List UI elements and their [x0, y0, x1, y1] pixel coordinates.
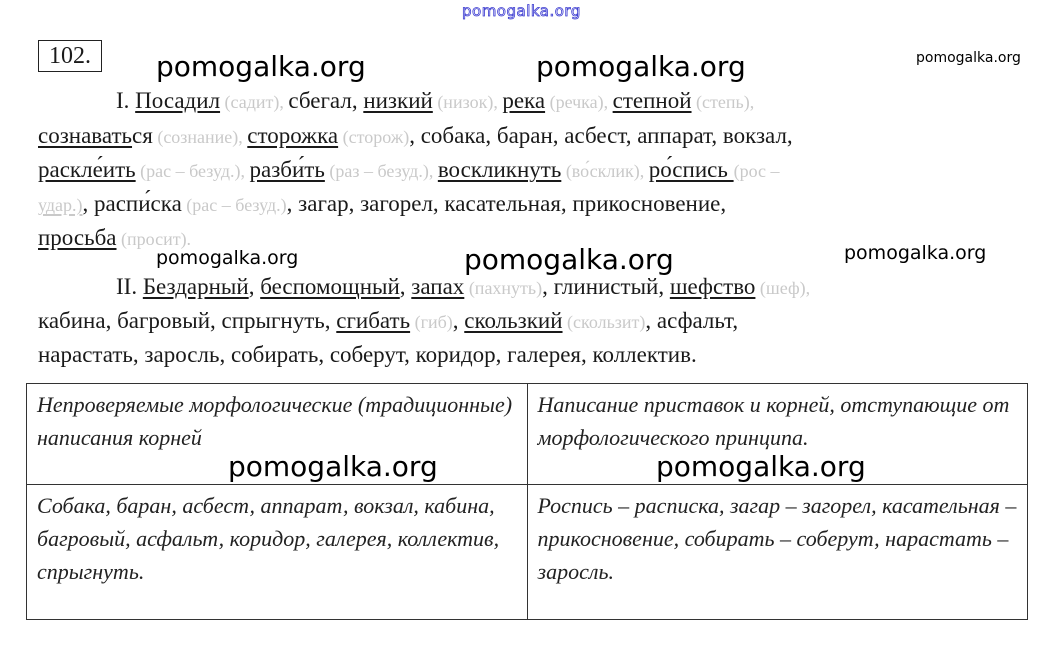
hint: (садит), — [220, 92, 289, 112]
hint: (сознание), — [152, 127, 248, 147]
watermark: pomogalka.org — [844, 242, 987, 264]
header-left-cell: Непроверяемые морфологические (традиционные) написания корней — [27, 384, 528, 485]
text: , распи́ска — [82, 191, 182, 216]
part1-line1 — [116, 87, 754, 116]
text: , загар, загорел, касательная, прикосновение, — [286, 191, 727, 216]
underlined-word: степной — [612, 88, 692, 113]
watermark: pomogalka.org — [916, 50, 1021, 66]
text: , — [399, 274, 412, 299]
text: , собака, баран, асбест, аппарат, вокзал, — [409, 123, 793, 148]
watermark: pomogalka.org — [536, 50, 746, 83]
underlined-word: воскликнуть — [437, 157, 562, 182]
text: , — [452, 308, 465, 333]
hint: (сторож) — [338, 127, 410, 147]
hint: (раз – безуд.), — [324, 161, 438, 181]
table-header-row — [27, 384, 1028, 485]
underlined-word: раскле́ить — [38, 157, 136, 182]
watermark: pomogalka.org — [156, 50, 366, 83]
text: I. — [116, 88, 136, 113]
part1-line4 — [38, 190, 726, 219]
table-row — [27, 485, 1028, 620]
hint: (шеф), — [755, 278, 811, 298]
text: , — [248, 274, 261, 299]
part2-line3 — [38, 341, 697, 369]
hint: (просит). — [116, 229, 192, 249]
underlined-word: река — [502, 88, 546, 113]
hint: (пахнуть) — [464, 278, 543, 298]
hint: (степь), — [691, 92, 755, 112]
underlined-word: запах — [411, 274, 465, 299]
part2-line2 — [38, 307, 738, 336]
watermark-top: pomogalka.org — [462, 2, 581, 20]
body-left-cell: Собака, баран, асбест, аппарат, вокзал, кабина, багровый, асфальт, коридор, галерея, коллектив, спрыгнуть. — [27, 485, 528, 620]
underlined-word: Посадил — [135, 88, 221, 113]
underlined-word: ро́спись — [648, 157, 734, 182]
hint: удар.) — [38, 195, 83, 215]
underlined-word: Бездарный — [142, 274, 249, 299]
text: , асфальт, — [645, 308, 739, 333]
watermark: pomogalka.org — [228, 450, 438, 483]
part1-line5 — [38, 224, 191, 253]
underlined-word: низкий — [363, 88, 433, 113]
exercise-number: 102. — [38, 40, 102, 72]
part1-line2 — [38, 122, 793, 151]
watermark: pomogalka.org — [656, 450, 866, 483]
hint: (гиб) — [410, 312, 453, 332]
text: II. — [116, 274, 143, 299]
underlined-word: сторожка — [247, 123, 339, 148]
hint: (рас – безуд.) — [181, 195, 287, 215]
text: сбегал — [288, 88, 352, 113]
hint: (низок), — [432, 92, 503, 112]
underlined-word: сознавать — [38, 123, 133, 148]
answer-table — [26, 383, 1028, 620]
text: нарастать, заросль, собирать, соберут, коридор, галерея, коллектив. — [38, 342, 697, 367]
hint: (речка), — [545, 92, 613, 112]
text: кабина, багровый, спрыгнуть, — [38, 308, 337, 333]
underlined-word: скользкий — [464, 308, 563, 333]
underlined-word: просьба — [38, 225, 117, 250]
body-right-cell: Роспись – расписка, загар – загорел, касательная – прикосновение, собирать – соберут, нарастать – заросль. — [527, 485, 1028, 620]
underlined-word: беспомощный — [260, 274, 400, 299]
hint: (рас – безуд.), — [135, 161, 250, 181]
hint: (рос – — [733, 161, 780, 181]
text: ся — [132, 123, 153, 148]
hint: (во́склик), — [561, 161, 649, 181]
text: , — [351, 88, 364, 113]
underlined-word: сгибать — [336, 308, 411, 333]
part1-line3 — [38, 156, 780, 185]
watermark: pomogalka.org — [156, 247, 299, 269]
hint: (скользит) — [562, 312, 646, 332]
watermark: pomogalka.org — [464, 243, 674, 276]
underlined-word: шефство — [669, 274, 756, 299]
underlined-word: разби́ть — [249, 157, 325, 182]
header-right-cell: Написание приставок и корней, отступающие от морфологического принципа. — [527, 384, 1028, 485]
text: , глинистый, — [542, 274, 670, 299]
part2-line1 — [116, 273, 810, 302]
